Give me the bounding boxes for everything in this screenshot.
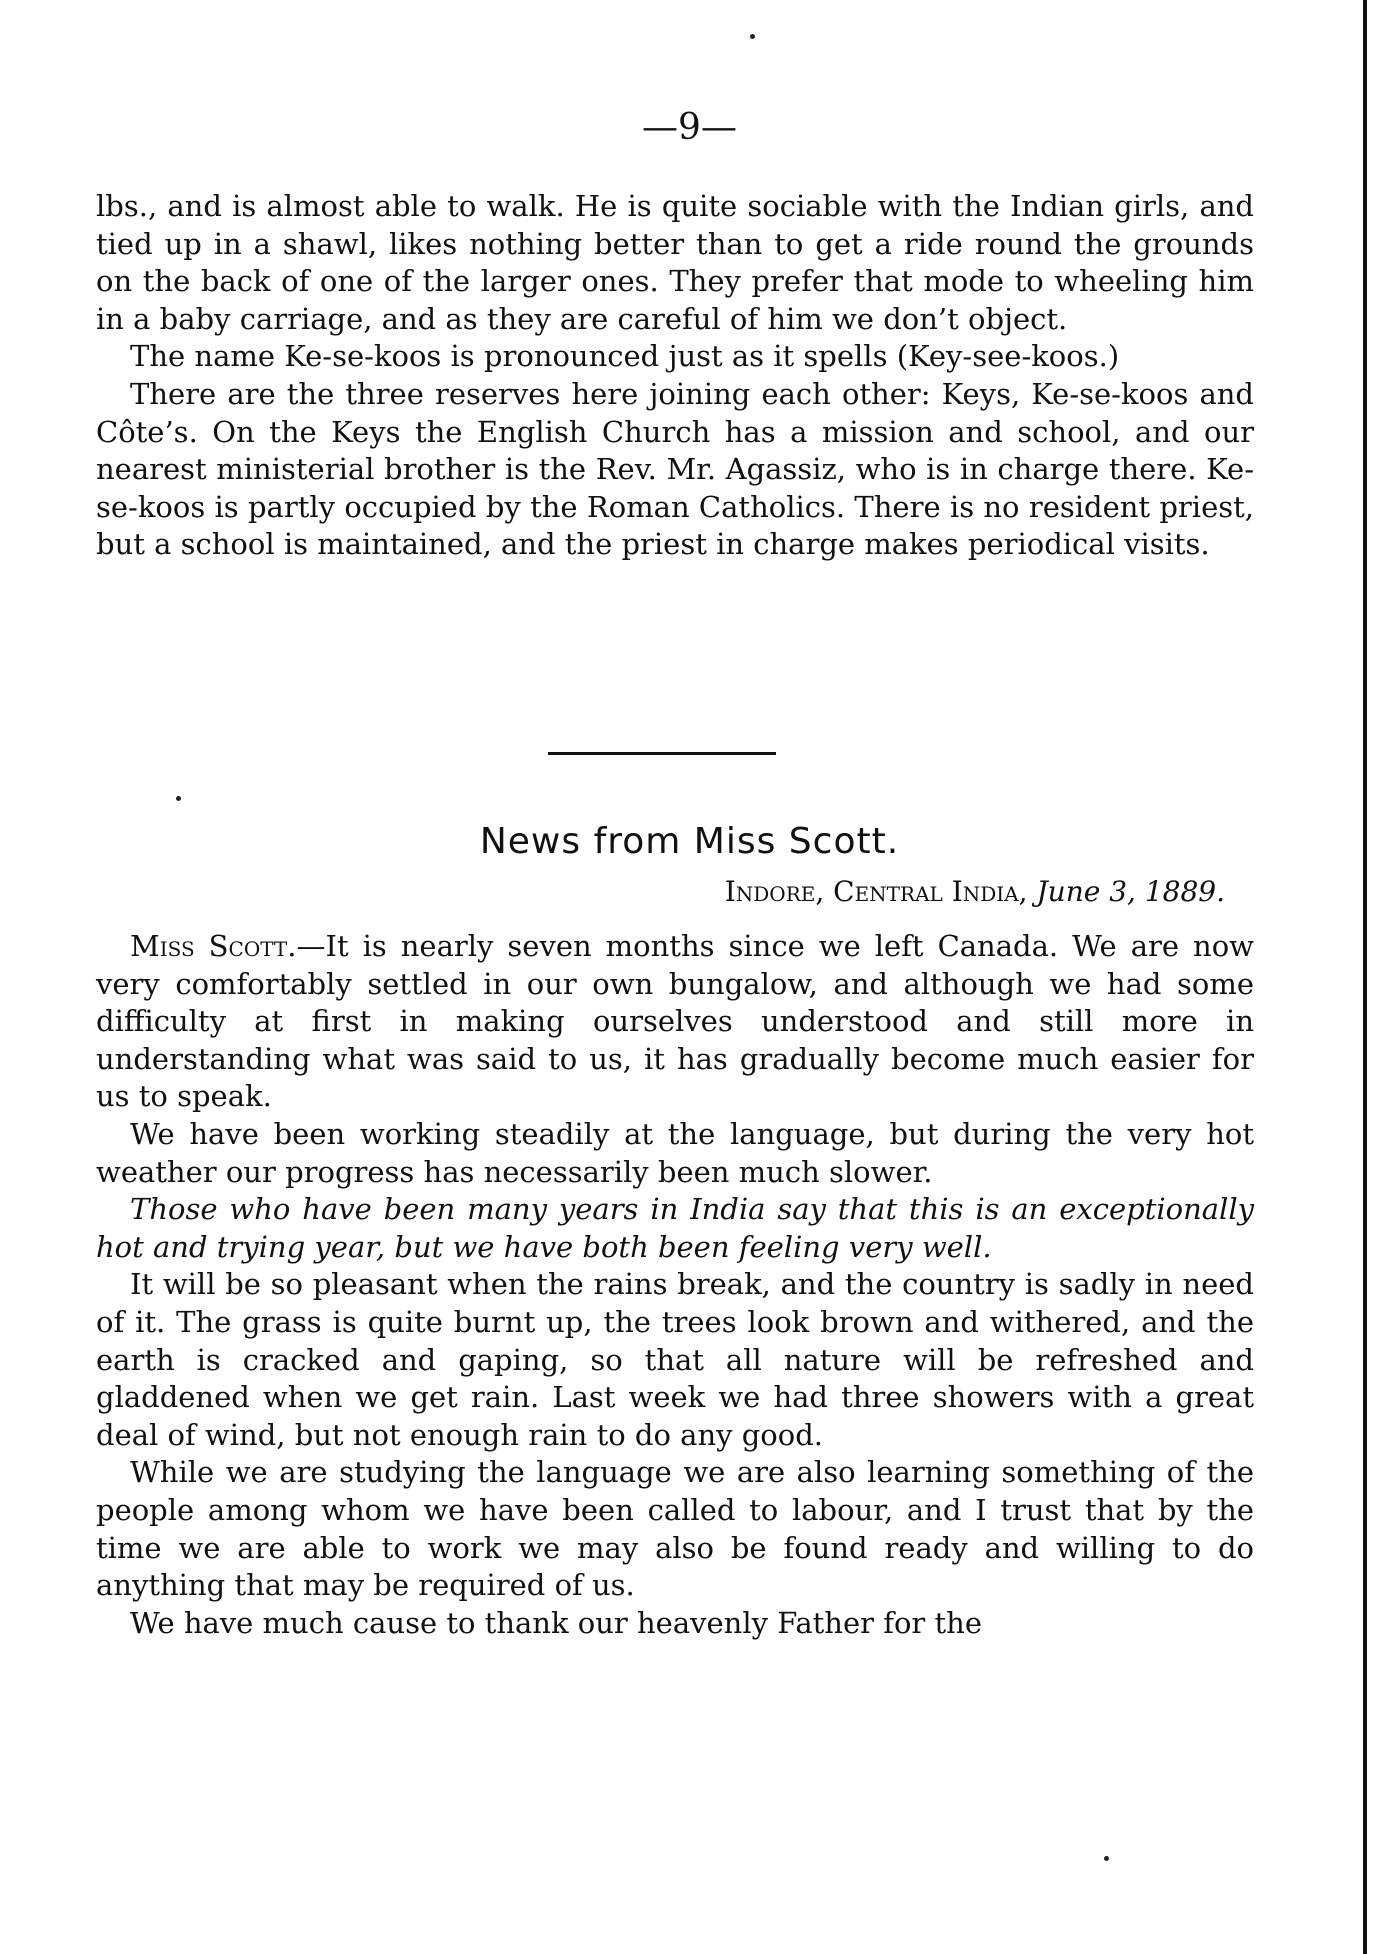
speck: [750, 34, 755, 39]
speck: [176, 796, 181, 801]
paragraph: We have much cause to thank our heavenly Father for the: [130, 1605, 982, 1640]
continuation-text: [96, 188, 1254, 564]
paragraph: We have been working steadily at the language, but during the very hot weather our progress has necessarily been much slower.: [96, 1116, 1254, 1189]
paragraph: It will be so pleasant when the rains break, and the country is sadly in need of it. The grass is quite burnt up, the trees look brown and withered, and the earth is cracked and gaping, so that all nature will be refreshed and gladdened when we get rain. Last week we had three showers with a great deal of wind, but not enough rain to do any good.: [96, 1267, 1254, 1452]
speck: [1104, 1856, 1109, 1861]
dateline: [725, 874, 1225, 910]
paragraph: There are the three reserves here joining each other: Keys, Ke-se-koos and Côte’s. On the Keys the English Church has a mission and school, and our nearest ministerial brother is the Rev. Mr. Agassiz, who is in charge there. Ke-se-koos is partly occupied by the Roman Catholics. There is no resident priest, but a school is maintained, and the priest in charge makes periodical visits.: [96, 376, 1254, 562]
article-title: News from Miss Scott.: [479, 821, 900, 862]
paragraph: While we are studying the language we are also learning something of the people among whom we have been called to labour, and I trust that by the time we are able to work we may also be found ready and willing to do anything that may be required of us.: [96, 1455, 1254, 1603]
paragraph-text: —It is nearly seven months since we left Canada. We are now very comfortably settled in our own bungalow, and although we had some difficulty at first in making ourselves understood and still more in understanding what was said to us, it has gradually become much easier for us to speak.: [96, 929, 1254, 1114]
dateline-place: Indore, Central India,: [724, 875, 1028, 908]
dateline-date: June 3, 1889.: [1036, 875, 1225, 908]
paragraph: lbs., and is almost able to walk. He is quite sociable with the Indian girls, and tied up in a shawl, likes nothing better than to get a ride round the grounds on the back of one of the larger ones. They prefer that mode to wheeling him in a baby carriage, and as they are careful of him we don’t object.: [96, 189, 1254, 336]
paragraph: Those who have been many years in India say that this is an exceptionally hot and trying year, but we have both been feeling very well.: [96, 1192, 1254, 1264]
speaker-name: Miss Scott.: [130, 929, 297, 963]
page-edge-rule: [1363, 0, 1367, 1954]
page-number: —9—: [642, 107, 737, 148]
paragraph: [96, 928, 1254, 1116]
article-body: [96, 928, 1254, 1642]
paragraph: The name Ke-se-koos is pronounced just as it spells (Key-see-koos.): [130, 339, 1120, 374]
section-divider: [548, 752, 776, 755]
